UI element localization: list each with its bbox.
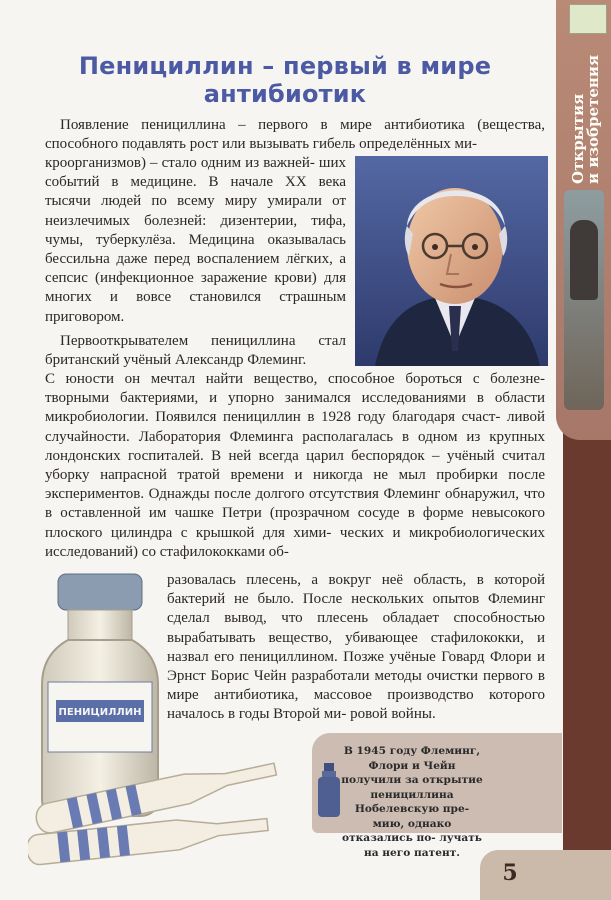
section-title-line2: и изобретения	[584, 54, 602, 184]
paragraph-2-bottom: разовалась плесень, а вокруг неё область, в которой бактерий не было. После нескольких опытов Флеминг сделал вывод, что плесень обладает способностью вырабатывать вещество, убивающее стафилококки, и назвал его пенициллином. Позже учёные Говард Флори и Эрнст Борис Чейн разработали методы очистки первого в мире антибиотика, массовое производство которого началось в годы Второй ми- ровой войны.	[167, 572, 545, 723]
fact-text: В 1945 году Флеминг, Флори и Чейн получили за открытие пенициллина Нобелевскую пре- мию, однако отказались по- лучать на него патент.	[341, 745, 483, 859]
fact-box	[312, 733, 562, 859]
section-tab	[556, 0, 611, 440]
ampoules	[28, 740, 288, 870]
fleming-portrait	[355, 156, 548, 366]
paragraph-2-wide: С юности он мечтал найти вещество, способное бороться с болезне- творными бактериями, и упорно занимался исследованиями в области микробиологии. Появился пенициллин в 1928 году благодаря счаст- ливой случайности. Лаборатория Флеминга располагалась в одном из крупных лондонских госпиталей. В ней всегда царил беспорядок – учёный считал уборку напрасной тратой времени и никогда не мыл пробирки после экспериментов. Однажды после долгого отсутствия Флеминг обнаружил, что в оставленной им чашке Петри (прозрачном сосуде в форме невысокого плоского цилиндра с крышкой для хими- ческих и микробиологических исследований) со стафилококками об-	[45, 371, 545, 560]
section-illustration	[564, 190, 604, 410]
page-number: 5	[502, 860, 518, 886]
vial-label: ПЕНИЦИЛЛИН	[58, 707, 142, 718]
section-title	[571, 34, 601, 184]
paragraph-1-narrow: кроорганизмов) – стало одним из важней- ших событий в медицине. В начале XX века тысячи людей по всему миру умирали от неизлечимых болезней: дизентерии, тифа, чумы, туберкулёза. Медицина оказывалась бессильна даже перед воспалением лёгких, а сепсис (инфекционное заражение крови) для многих и вовсе становился страшным приговором.	[45, 155, 346, 325]
paragraph-1-wide: Появление пенициллина – первого в мире антибиотика (вещества, способного подавлять рост или вызывать гибель определённых ми-	[45, 117, 545, 153]
title-line-1: Пенициллин – первый в мире	[78, 52, 492, 80]
ampoule-icon	[28, 740, 288, 870]
portrait-icon	[355, 156, 548, 366]
section-title-line1: Открытия	[569, 93, 587, 184]
page-title	[55, 52, 515, 108]
section-badge-icon	[569, 4, 607, 34]
title-line-2: антибиотик	[203, 80, 367, 108]
paragraph-2-narrow: Первооткрывателем пенициллина стал британский учёный Александр Флеминг.	[45, 333, 346, 369]
